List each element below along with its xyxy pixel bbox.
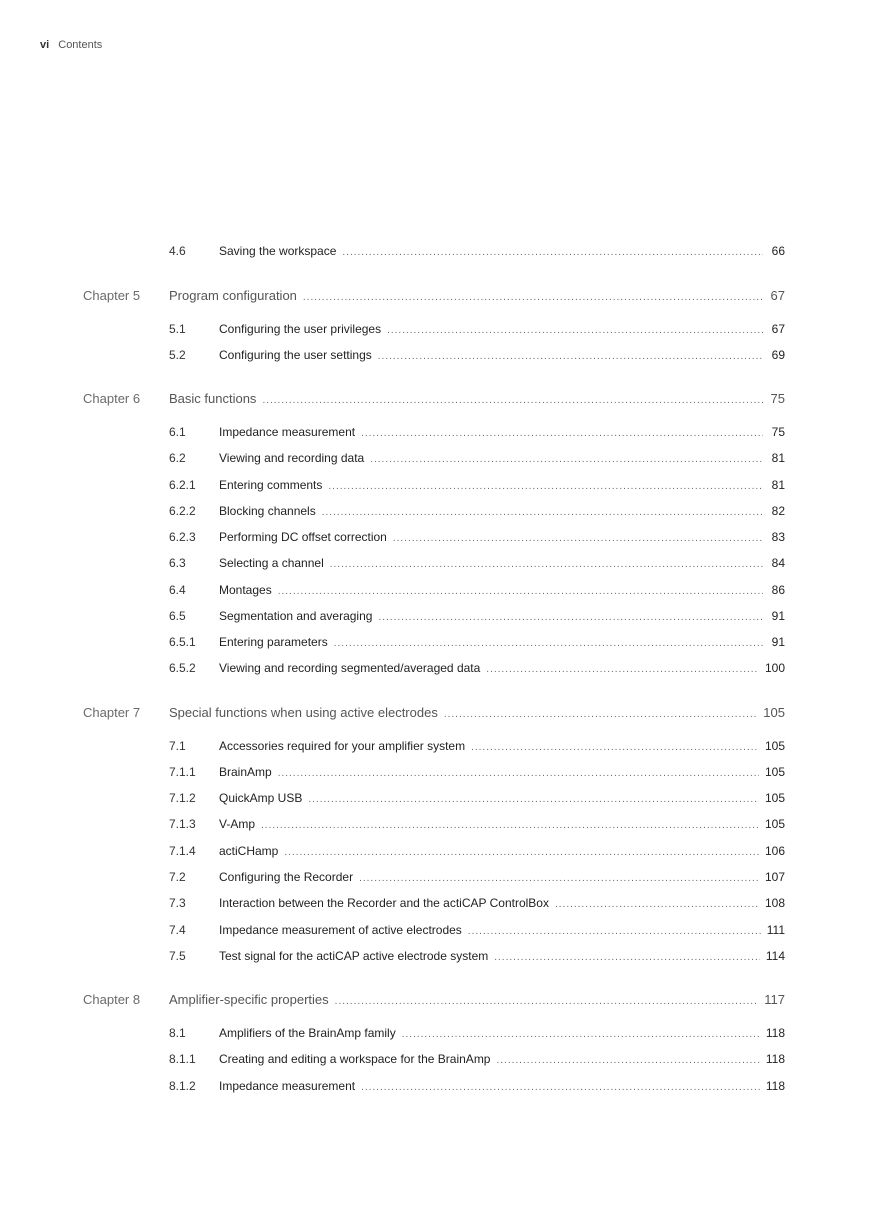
dot-leader: [322, 507, 763, 518]
toc-entry-line: [219, 530, 785, 544]
toc-page-number: 105: [764, 817, 785, 831]
toc-section-row[interactable]: [0, 844, 869, 864]
toc-entry-line: [169, 391, 785, 406]
toc-page-number: 118: [765, 1079, 785, 1093]
chapter-label: Chapter 5: [83, 288, 141, 303]
toc-entry-title: Impedance measurement: [219, 1079, 356, 1093]
toc-entry-title: Amplifiers of the BrainAmp family: [219, 1026, 396, 1040]
toc-section-row[interactable]: [0, 635, 869, 655]
section-number: 7.1.3: [169, 817, 196, 831]
dot-leader: [361, 1082, 760, 1093]
toc-entry-line: [219, 817, 785, 831]
section-number: 5.2: [169, 348, 186, 362]
section-number: 7.1.4: [169, 844, 196, 858]
dot-leader: [387, 325, 763, 336]
toc-page-number: 67: [770, 288, 785, 303]
toc-section-row[interactable]: [0, 244, 869, 264]
toc-page-number: 105: [763, 705, 785, 720]
dot-leader: [402, 1029, 760, 1040]
toc-page-number: 105: [764, 739, 785, 753]
toc-entry-line: [219, 923, 785, 937]
section-number: 6.2.1: [169, 478, 196, 492]
toc-entry-line: [169, 705, 785, 720]
toc-entry-line: [219, 635, 785, 649]
toc-entry-title: Program configuration: [169, 288, 297, 303]
toc-entry-line: [219, 478, 785, 492]
toc-entry-line: [219, 739, 785, 753]
toc-entry-line: [219, 765, 785, 779]
toc-entry-title: BrainAmp: [219, 765, 272, 779]
toc-section-row[interactable]: [0, 817, 869, 837]
section-number: 6.2.3: [169, 530, 196, 544]
section-number: 6.2: [169, 451, 186, 465]
toc-page-number: 108: [764, 896, 785, 910]
toc-entry-title: Blocking channels: [219, 504, 316, 518]
dot-leader: [494, 952, 760, 963]
toc-entry-line: [219, 244, 785, 258]
dot-leader: [342, 247, 763, 258]
section-number: 4.6: [169, 244, 186, 258]
toc-entry-line: [219, 870, 785, 884]
dot-leader: [393, 533, 763, 544]
toc-entry-title: Interaction between the Recorder and the actiCAP ControlBox: [219, 896, 549, 910]
chapter-label: Chapter 6: [83, 391, 141, 406]
section-number: 7.5: [169, 949, 186, 963]
toc-page-number: 66: [771, 244, 785, 258]
toc-entry-line: [169, 992, 785, 1007]
toc-entry-title: Configuring the user settings: [219, 348, 372, 362]
dot-leader: [278, 768, 759, 779]
toc-entry-title: Entering parameters: [219, 635, 328, 649]
toc-section-row[interactable]: [0, 923, 869, 943]
toc-entry-title: Viewing and recording segmented/averaged data: [219, 661, 481, 675]
toc-page-number: 105: [764, 791, 785, 805]
chapter-label: Chapter 7: [83, 705, 141, 720]
toc-page-number: 75: [770, 391, 785, 406]
toc-section-row[interactable]: [0, 583, 869, 603]
toc-page-number: 100: [764, 661, 785, 675]
section-number: 8.1.2: [169, 1079, 196, 1093]
toc-entry-line: [219, 1052, 785, 1066]
toc-section-row[interactable]: [0, 1026, 869, 1046]
section-number: 6.4: [169, 583, 186, 597]
toc-page-number: 117: [764, 992, 785, 1007]
toc-entry-title: Configuring the user privileges: [219, 322, 382, 336]
toc-entry-title: QuickAmp USB: [219, 791, 303, 805]
toc-entry-title: Creating and editing a workspace for the BrainAmp: [219, 1052, 491, 1066]
dot-leader: [378, 612, 763, 623]
section-number: 7.1.1: [169, 765, 196, 779]
dot-leader: [468, 926, 761, 937]
dot-leader: [471, 742, 759, 753]
toc-section-row[interactable]: [0, 556, 869, 576]
toc-section-row[interactable]: [0, 348, 869, 368]
toc-section-row[interactable]: [0, 949, 869, 969]
dot-leader: [444, 709, 757, 720]
toc-entry-title: Special functions when using active electrodes: [169, 705, 438, 720]
toc-entry-title: Amplifier-specific properties: [169, 992, 329, 1007]
section-number: 7.1: [169, 739, 186, 753]
toc-page-number: 82: [771, 504, 785, 518]
toc-entry-line: [219, 661, 785, 675]
toc-entry-title: Performing DC offset correction: [219, 530, 387, 544]
dot-leader: [378, 351, 763, 362]
toc-entry-line: [219, 322, 785, 336]
section-number: 6.3: [169, 556, 186, 570]
toc-page-number: 81: [771, 451, 785, 465]
toc-entry-line: [219, 896, 785, 910]
toc-entry-title: Saving the workspace: [219, 244, 337, 258]
toc-page-number: 107: [764, 870, 785, 884]
running-head: [40, 39, 102, 51]
toc-entry-line: [219, 504, 785, 518]
toc-page-number: 118: [765, 1026, 785, 1040]
toc-section-row[interactable]: [0, 1079, 869, 1099]
toc-section-row[interactable]: [0, 530, 869, 550]
toc-entry-title: V-Amp: [219, 817, 256, 831]
toc-page-number: 105: [764, 765, 785, 779]
dot-leader: [284, 847, 759, 858]
toc-entry-line: [219, 1026, 785, 1040]
toc-page-number: 75: [771, 425, 785, 439]
dot-leader: [359, 873, 759, 884]
toc-page-number: 114: [765, 949, 785, 963]
toc-page-number: 91: [771, 635, 785, 649]
dot-leader: [328, 481, 763, 492]
toc-entry-line: [219, 556, 785, 570]
dot-leader: [262, 395, 763, 406]
toc-entry-title: Basic functions: [169, 391, 257, 406]
toc-section-row[interactable]: [0, 478, 869, 498]
toc-section-row[interactable]: [0, 425, 869, 445]
toc-entry-line: [219, 609, 785, 623]
toc-entry-title: Entering comments: [219, 478, 323, 492]
toc-entry-title: Segmentation and averaging: [219, 609, 373, 623]
dot-leader: [361, 428, 763, 439]
dot-leader: [334, 638, 763, 649]
toc-entry-title: Test signal for the actiCAP active electrode system: [219, 949, 489, 963]
toc-entry-title: Impedance measurement of active electrodes: [219, 923, 462, 937]
toc-page-number: 91: [771, 609, 785, 623]
toc-section-row[interactable]: [0, 896, 869, 916]
chapter-label: Chapter 8: [83, 992, 141, 1007]
toc-section-row[interactable]: [0, 765, 869, 785]
dot-leader: [486, 664, 759, 675]
section-number: 6.5: [169, 609, 186, 623]
toc-entry-title: Selecting a channel: [219, 556, 324, 570]
toc-page-number: 111: [766, 923, 785, 937]
toc-entry-line: [219, 791, 785, 805]
toc-entry-line: [219, 583, 785, 597]
section-number: 8.1: [169, 1026, 186, 1040]
toc-entry-line: [219, 348, 785, 362]
dot-leader: [330, 559, 763, 570]
toc-page-number: 83: [771, 530, 785, 544]
dot-leader: [261, 820, 759, 831]
toc-page-number: 118: [765, 1052, 785, 1066]
section-number: 6.5.1: [169, 635, 196, 649]
dot-leader: [555, 899, 759, 910]
toc-section-row[interactable]: [0, 609, 869, 629]
toc-chapter-row[interactable]: [0, 288, 869, 308]
toc-entry-title: Viewing and recording data: [219, 451, 365, 465]
toc-section-row[interactable]: [0, 739, 869, 759]
toc-chapter-row[interactable]: [0, 391, 869, 411]
toc-entry-line: [219, 1079, 785, 1093]
toc-entry-title: Accessories required for your amplifier system: [219, 739, 466, 753]
dot-leader: [496, 1055, 759, 1066]
toc-entry-title: actiCHamp: [219, 844, 279, 858]
toc-section-row[interactable]: [0, 504, 869, 524]
section-number: 7.2: [169, 870, 186, 884]
dot-leader: [278, 586, 763, 597]
section-number: 5.1: [169, 322, 186, 336]
toc-section-row[interactable]: [0, 870, 869, 890]
toc-entry-line: [219, 949, 785, 963]
toc-section-row[interactable]: [0, 661, 869, 681]
toc-section-row[interactable]: [0, 1052, 869, 1072]
toc-entry-line: [219, 844, 785, 858]
toc-page-number: 84: [771, 556, 785, 570]
toc-entry-line: [169, 288, 785, 303]
dot-leader: [308, 794, 759, 805]
section-number: 7.4: [169, 923, 186, 937]
section-number: 6.1: [169, 425, 186, 439]
toc-page-number: 81: [771, 478, 785, 492]
toc-entry-title: Impedance measurement: [219, 425, 356, 439]
page-number: vi: [40, 39, 50, 51]
section-number: 7.3: [169, 896, 186, 910]
section-number: 6.5.2: [169, 661, 196, 675]
toc-chapter-row[interactable]: [0, 992, 869, 1012]
toc-entry-line: [219, 451, 785, 465]
toc-page-number: 69: [771, 348, 785, 362]
toc-entry-line: [219, 425, 785, 439]
section-number: 8.1.1: [169, 1052, 196, 1066]
toc-section-row[interactable]: [0, 791, 869, 811]
section-number: 7.1.2: [169, 791, 196, 805]
dot-leader: [370, 454, 763, 465]
toc-chapter-row[interactable]: [0, 705, 869, 725]
toc-page-number: 67: [771, 322, 785, 336]
toc-entry-title: Montages: [219, 583, 272, 597]
toc-entry-title: Configuring the Recorder: [219, 870, 354, 884]
toc-section-row[interactable]: [0, 322, 869, 342]
dot-leader: [335, 996, 759, 1007]
toc-section-row[interactable]: [0, 451, 869, 471]
toc-page-number: 106: [764, 844, 785, 858]
section-number: 6.2.2: [169, 504, 196, 518]
dot-leader: [303, 292, 763, 303]
running-head-section: Contents: [58, 39, 103, 51]
toc-page-number: 86: [771, 583, 785, 597]
